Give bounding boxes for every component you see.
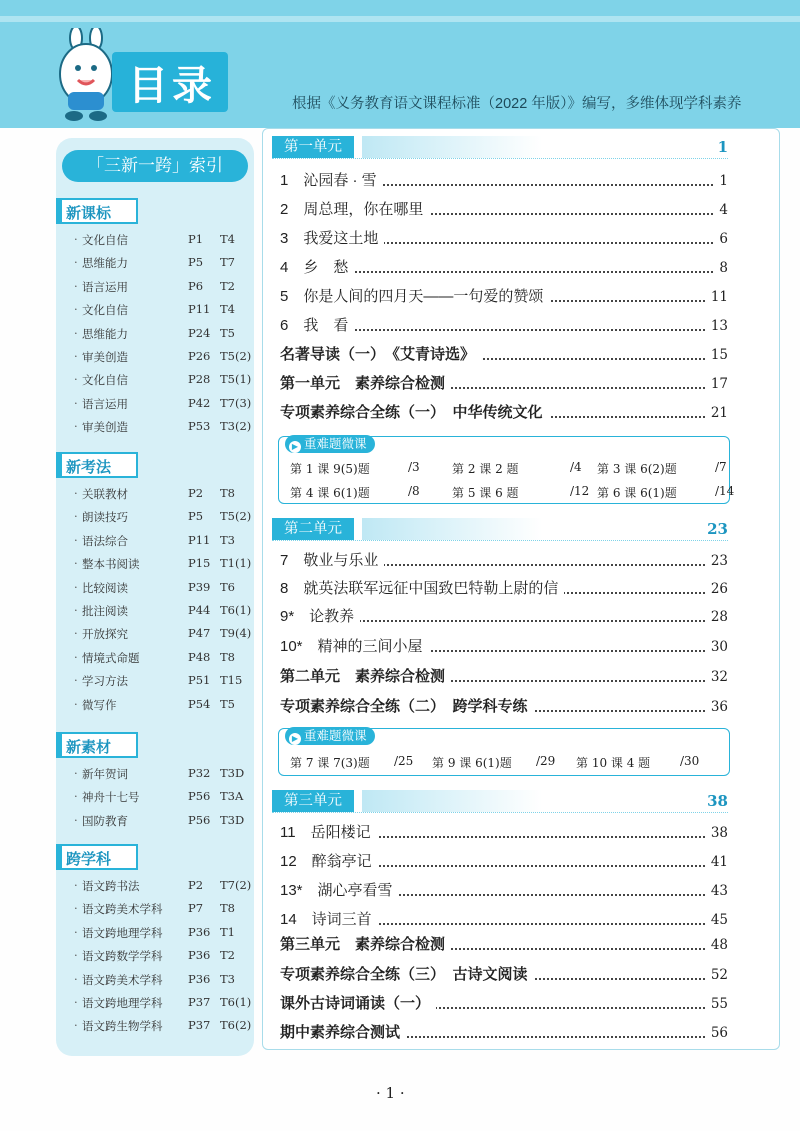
toc-entry-page: 56 <box>705 1022 728 1044</box>
index-item-task: T3D <box>220 766 245 780</box>
index-item-task: T8 <box>220 486 235 500</box>
toc-entry-title: 10* 精神的三间小屋 <box>280 636 429 658</box>
index-row <box>74 603 250 621</box>
toc-entry-title: 2 周总理，你在哪里 <box>280 199 429 221</box>
page-title: 目录 <box>128 63 216 109</box>
toc-entry-page: 23 <box>705 550 728 572</box>
micro-lesson-item[interactable]: 第 6 课 6(1)题 <box>597 486 677 500</box>
index-item-page: P1 <box>188 232 204 246</box>
index-item-page: P26 <box>188 349 211 363</box>
index-item-task: T2 <box>220 278 235 293</box>
toc-entry[interactable] <box>280 402 728 424</box>
bullet-dot: · <box>74 812 78 827</box>
index-item-page: P15 <box>188 556 211 571</box>
toc-entry-title: 7 敬业与乐业 <box>280 550 384 572</box>
toc-entry-page: 41 <box>705 851 728 873</box>
toc-entry-title: 第三单元 素养综合检测 <box>280 934 451 956</box>
index-category-label: 新素材 <box>56 732 138 758</box>
index-item-task: T4 <box>220 232 235 246</box>
page-number: · 1 · <box>376 1084 405 1102</box>
micro-lesson-title: 重难题微课 <box>304 436 367 451</box>
index-item-name: 国防教育 <box>82 813 128 828</box>
index-row <box>74 302 250 320</box>
unit-label: 第三单元 <box>272 790 354 812</box>
index-row <box>74 509 250 527</box>
toc-entry[interactable] <box>280 286 728 308</box>
index-item-name: 语文跨地理学科 <box>82 925 163 940</box>
index-row <box>74 1018 250 1036</box>
index-item-page: P7 <box>188 901 204 916</box>
micro-lesson-page: /14 <box>715 484 735 498</box>
bullet-dot: · <box>74 649 78 664</box>
index-row <box>74 925 250 943</box>
bullet-dot: · <box>74 789 78 804</box>
index-item-name: 思维能力 <box>82 256 128 271</box>
bullet-dot: · <box>74 278 78 293</box>
index-item-task: T6(1) <box>220 995 252 1009</box>
play-icon: ▶ <box>289 441 301 453</box>
bullet-dot: · <box>74 1018 78 1033</box>
toc-entry-page: 52 <box>705 964 728 986</box>
index-row <box>74 580 250 598</box>
micro-lesson-page: /7 <box>715 460 727 474</box>
unit-page: 23 <box>707 520 728 538</box>
index-item-task: T3A <box>220 789 244 804</box>
index-item-page: P11 <box>188 302 211 317</box>
toc-entry-title: 13* 湖心亭看雪 <box>280 880 399 902</box>
toc-entry-page: 38 <box>705 822 728 844</box>
toc-entry[interactable] <box>280 636 728 658</box>
toc-entry-title: 期中素养综合测试 <box>280 1022 406 1044</box>
toc-entry-page: 15 <box>705 344 728 366</box>
index-item-task: T6(2) <box>220 1018 252 1033</box>
index-item-name: 开放探究 <box>82 627 128 642</box>
toc-entry-page: 6 <box>713 228 728 250</box>
toc-entry-title: 专项素养综合全练（一） 中华传统文化 <box>280 402 549 424</box>
toc-entry-page: 26 <box>705 578 728 600</box>
unit-page: 38 <box>707 792 728 810</box>
index-item-page: P11 <box>188 532 211 547</box>
bullet-dot: · <box>74 995 78 1009</box>
index-item-task: T3 <box>220 971 235 986</box>
bullet-dot: · <box>74 419 78 434</box>
micro-lesson-page: /12 <box>570 484 590 498</box>
index-item-task: T5 <box>220 325 235 340</box>
index-item-name: 神舟十七号 <box>82 790 140 805</box>
bullet-dot: · <box>74 556 78 571</box>
index-item-page: P24 <box>188 325 211 340</box>
unit-header <box>272 136 728 159</box>
index-row <box>74 556 250 574</box>
toc-entry[interactable] <box>280 344 728 366</box>
index-item-task: T6(1) <box>220 603 252 617</box>
index-row <box>74 650 250 668</box>
micro-lesson-item[interactable]: 第 9 课 6(1)题 <box>432 756 512 770</box>
toc-entry-page: 30 <box>705 636 728 658</box>
index-item-page: P37 <box>188 995 211 1009</box>
index-item-page: P2 <box>188 486 204 500</box>
micro-lesson-page: /3 <box>408 460 420 474</box>
bullet-dot: · <box>74 509 78 524</box>
toc-entry-page: 8 <box>713 257 728 279</box>
index-item-task: T1(1) <box>220 556 252 571</box>
index-row <box>74 789 250 807</box>
micro-lesson-item[interactable]: 第 5 课 6 题 <box>452 486 519 500</box>
toc-entry-title: 1 沁园春 · 雪 <box>280 170 383 192</box>
index-item-name: 思维能力 <box>82 326 128 341</box>
index-item-name: 文化自信 <box>82 373 128 388</box>
index-item-name: 语文跨书法 <box>82 879 140 893</box>
index-item-task: T8 <box>220 901 235 916</box>
index-item-page: P36 <box>188 924 211 939</box>
index-item-name: 微写作 <box>82 697 117 712</box>
index-row <box>74 626 250 644</box>
index-item-name: 批注阅读 <box>82 604 128 618</box>
index-item-name: 朗读技巧 <box>82 510 128 525</box>
micro-lesson-page: /29 <box>536 754 556 768</box>
bullet-dot: · <box>74 395 78 410</box>
index-item-task: T4 <box>220 302 235 317</box>
bullet-dot: · <box>74 673 78 688</box>
index-item-page: P6 <box>188 278 204 293</box>
unit-label: 第一单元 <box>272 136 354 158</box>
bullet-dot: · <box>74 766 78 780</box>
index-row <box>74 766 250 784</box>
index-row <box>74 396 250 414</box>
index-row <box>74 232 250 250</box>
index-item-task: T3(2) <box>220 419 252 434</box>
bullet-dot: · <box>74 486 78 500</box>
toc-entry-title: 第二单元 素养综合检测 <box>280 666 451 688</box>
toc-entry[interactable] <box>280 228 728 250</box>
toc-entry[interactable] <box>280 880 728 902</box>
unit-page: 1 <box>717 138 728 156</box>
index-item-page: P51 <box>188 673 211 688</box>
index-item-task: T3 <box>220 532 235 547</box>
index-item-task: T7(3) <box>220 395 252 410</box>
index-item-task: T7(2) <box>220 878 252 892</box>
toc-entry-title: 12 醉翁亭记 <box>280 851 378 873</box>
index-item-name: 文化自信 <box>82 233 128 247</box>
toc-entry[interactable] <box>280 666 728 688</box>
index-row <box>74 995 250 1013</box>
index-item-task: T2 <box>220 948 235 963</box>
index-row <box>74 948 250 966</box>
toc-entry[interactable] <box>280 199 728 221</box>
micro-lesson-item[interactable]: 第 1 课 9(5)题 <box>290 462 370 476</box>
index-item-task: T3D <box>220 812 245 827</box>
header-stripe <box>0 16 800 22</box>
index-item-name: 文化自信 <box>82 303 128 318</box>
toc-entry[interactable] <box>280 550 728 572</box>
bullet-dot: · <box>74 971 78 986</box>
index-item-page: P56 <box>188 812 211 827</box>
index-item-page: P36 <box>188 971 211 986</box>
toc-entry-page: 13 <box>705 315 728 337</box>
toc-entry[interactable] <box>280 373 728 395</box>
index-item-page: P2 <box>188 878 204 892</box>
index-category-label: 新考法 <box>56 452 138 478</box>
toc-entry-page: 36 <box>705 696 728 718</box>
index-item-name: 语文跨生物学科 <box>82 1019 163 1034</box>
bullet-dot: · <box>74 626 78 641</box>
toc-entry-page: 17 <box>705 373 728 395</box>
unit-header-fade <box>362 136 542 158</box>
index-row <box>74 419 250 437</box>
micro-lesson-header <box>285 727 375 745</box>
toc-entry[interactable] <box>280 934 728 956</box>
toc-entry-title: 9* 论教养 <box>280 606 360 628</box>
index-item-page: P5 <box>188 509 204 524</box>
toc-entry-title: 第一单元 素养综合检测 <box>280 373 451 395</box>
index-item-page: P36 <box>188 948 211 963</box>
index-item-task: T5(1) <box>220 372 252 387</box>
bullet-dot: · <box>74 255 78 270</box>
index-item-task: T8 <box>220 649 235 664</box>
bullet-dot: · <box>74 232 78 246</box>
index-item-name: 比较阅读 <box>82 580 128 595</box>
index-item-page: P42 <box>188 395 211 410</box>
bullet-dot: · <box>74 878 78 892</box>
bullet-dot: · <box>74 948 78 963</box>
micro-lesson-page: /8 <box>408 484 420 498</box>
toc-entry[interactable] <box>280 851 728 873</box>
bullet-dot: · <box>74 924 78 939</box>
page-subtitle: 根据《义务教育语文课程标准（2022 年版）》编写，多维体现学科素养 <box>292 96 742 112</box>
index-item-task: T9(4) <box>220 626 252 641</box>
index-item-page: P56 <box>188 789 211 804</box>
toc-entry[interactable] <box>280 909 728 931</box>
toc-entry[interactable] <box>280 993 728 1015</box>
toc-entry-title: 3 我爱这土地 <box>280 228 384 250</box>
bullet-dot: · <box>74 696 78 711</box>
index-row <box>74 813 250 831</box>
unit-header <box>272 518 728 541</box>
toc-entry-title: 专项素养综合全练（二） 跨学科专练 <box>280 696 534 718</box>
toc-entry[interactable] <box>280 696 728 718</box>
toc-entry-title: 4 乡 愁 <box>280 257 354 279</box>
index-item-name: 审美创造 <box>82 420 128 435</box>
bullet-dot: · <box>74 579 78 594</box>
unit-header-fade <box>362 518 542 540</box>
toc-entry-page: 28 <box>705 606 728 628</box>
index-item-page: P47 <box>188 626 211 641</box>
toc-entry-title: 14 诗词三首 <box>280 909 378 931</box>
micro-lesson-item[interactable]: 第 3 课 6(2)题 <box>597 462 677 476</box>
unit-label: 第二单元 <box>272 518 354 540</box>
index-item-page: P39 <box>188 579 211 594</box>
bullet-dot: · <box>74 349 78 363</box>
toc-entry[interactable] <box>280 1022 728 1044</box>
toc-entry-page: 48 <box>705 934 728 956</box>
index-item-task: T5(2) <box>220 349 252 363</box>
index-item-task: T6 <box>220 579 235 594</box>
index-item-name: 学习方法 <box>82 674 128 689</box>
index-item-name: 语文跨美术学科 <box>82 972 163 987</box>
toc-entry[interactable] <box>280 578 728 600</box>
bullet-dot: · <box>74 603 78 617</box>
index-row <box>74 901 250 919</box>
bullet-dot: · <box>74 901 78 916</box>
micro-lesson-item[interactable]: 第 10 课 4 题 <box>576 756 651 770</box>
toc-entry[interactable] <box>280 170 728 192</box>
index-category-label: 跨学科 <box>56 844 138 870</box>
toc-entry-title: 6 我 看 <box>280 315 354 337</box>
bullet-dot: · <box>74 302 78 317</box>
toc-entry[interactable] <box>280 964 728 986</box>
index-row <box>74 279 250 297</box>
index-row <box>74 326 250 344</box>
bullet-dot: · <box>74 325 78 340</box>
index-item-page: P32 <box>188 766 211 780</box>
index-item-task: T1 <box>220 924 235 939</box>
index-row <box>74 673 250 691</box>
index-item-task: T7 <box>220 255 235 270</box>
index-title: 「三新一跨」索引 <box>62 150 248 182</box>
bullet-dot: · <box>74 372 78 387</box>
index-item-page: P28 <box>188 372 211 387</box>
bullet-dot: · <box>74 532 78 547</box>
micro-lesson-header <box>285 435 375 453</box>
toc-entry-page: 21 <box>705 402 728 424</box>
index-item-page: P37 <box>188 1018 211 1033</box>
index-item-name: 新年贺词 <box>82 767 128 781</box>
index-item-page: P54 <box>188 696 211 711</box>
unit-header <box>272 790 728 813</box>
index-item-page: P53 <box>188 419 211 434</box>
index-row <box>74 372 250 390</box>
index-item-page: P48 <box>188 649 211 664</box>
index-item-name: 语法综合 <box>82 533 128 548</box>
index-item-task: T5 <box>220 696 235 711</box>
micro-lesson-title: 重难题微课 <box>304 728 367 743</box>
index-category-label: 新课标 <box>56 198 138 224</box>
micro-lesson-page: /4 <box>570 460 582 474</box>
toc-entry-title: 11 岳阳楼记 <box>280 822 377 844</box>
index-row <box>74 878 250 896</box>
index-row <box>74 255 250 273</box>
micro-lesson-page: /25 <box>394 754 414 768</box>
index-item-task: T15 <box>220 673 243 688</box>
unit-header-fade <box>362 790 542 812</box>
index-row <box>74 697 250 715</box>
index-row <box>74 533 250 551</box>
toc-entry-title: 专项素养综合全练（三） 古诗文阅读 <box>280 964 534 986</box>
index-item-name: 情境式命题 <box>82 650 140 665</box>
index-item-name: 语文跨数学学科 <box>82 949 163 964</box>
toc-entry[interactable] <box>280 822 728 844</box>
index-item-name: 语文跨地理学科 <box>82 996 163 1010</box>
micro-lesson-page: /30 <box>680 754 700 768</box>
toc-entry-title: 8 就英法联军远征中国致巴特勒上尉的信 <box>280 578 564 600</box>
toc-entry[interactable] <box>280 257 728 279</box>
toc-entry[interactable] <box>280 315 728 337</box>
toc-entry-page: 4 <box>713 199 728 221</box>
micro-lesson-item[interactable]: 第 2 课 2 题 <box>452 462 519 476</box>
play-icon: ▶ <box>289 733 301 745</box>
toc-entry-page: 32 <box>705 666 728 688</box>
index-row <box>74 972 250 990</box>
micro-lesson-item[interactable]: 第 7 课 7(3)题 <box>290 756 370 770</box>
micro-lesson-item[interactable]: 第 4 课 6(1)题 <box>290 486 370 500</box>
index-item-task: T5(2) <box>220 509 252 524</box>
index-row <box>74 486 250 504</box>
index-item-page: P5 <box>188 255 204 270</box>
index-item-name: 关联教材 <box>82 487 128 501</box>
toc-entry-page: 43 <box>705 880 728 902</box>
toc-entry-title: 名著导读（一） 《艾青诗选》 <box>280 344 481 366</box>
toc-entry-page: 1 <box>713 170 728 192</box>
index-item-name: 语文跨美术学科 <box>82 902 163 917</box>
index-item-name: 整本书阅读 <box>82 557 140 572</box>
toc-entry[interactable] <box>280 606 728 628</box>
toc-entry-page: 45 <box>705 909 728 931</box>
toc-entry-title: 课外古诗词诵读（一） <box>280 993 436 1015</box>
toc-entry-page: 11 <box>705 286 728 308</box>
index-item-page: P44 <box>188 603 211 617</box>
toc-entry-page: 55 <box>705 993 728 1015</box>
index-row <box>74 349 250 367</box>
toc-entry-title: 5 你是人间的四月天——一句爱的赞颂 <box>280 286 549 308</box>
index-item-name: 审美创造 <box>82 350 128 364</box>
index-item-name: 语言运用 <box>82 279 128 294</box>
index-item-name: 语言运用 <box>82 396 128 411</box>
